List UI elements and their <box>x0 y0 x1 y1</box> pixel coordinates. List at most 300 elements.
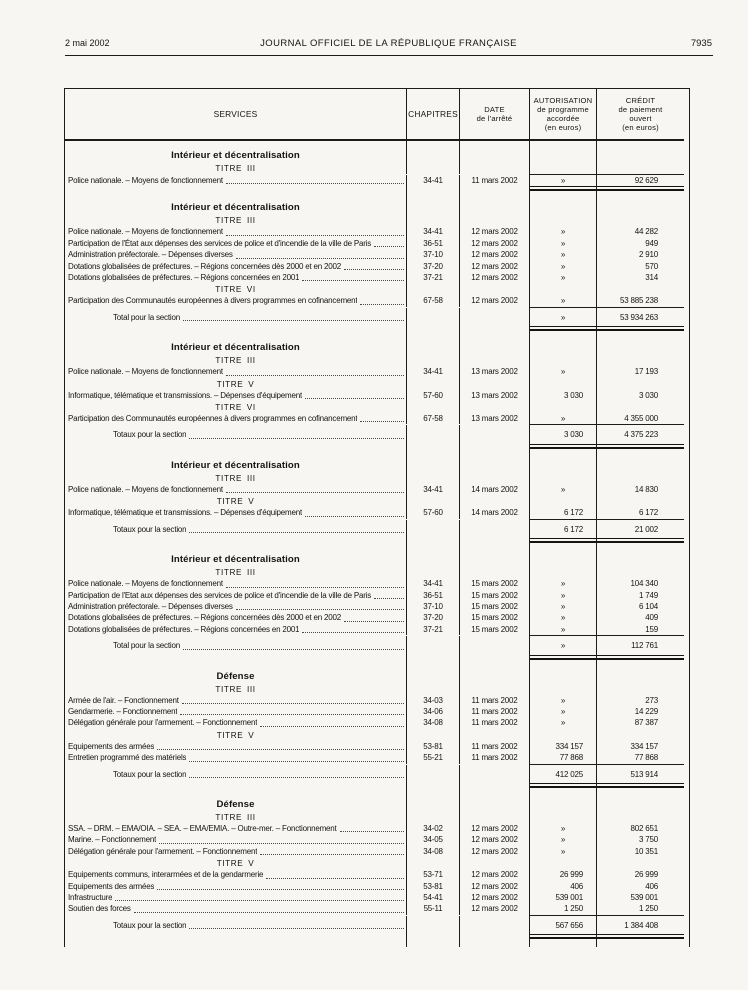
empty-chapitres-cell <box>406 662 459 683</box>
date-cell <box>459 308 529 326</box>
date-cell: 15 mars 2002 <box>459 612 529 623</box>
date-cell <box>459 520 529 538</box>
end-autorisation <box>529 934 596 941</box>
end-credit <box>596 444 684 451</box>
chapitre-cell <box>406 308 459 326</box>
table-row <box>65 903 689 914</box>
credit-cell: 409 <box>596 612 684 623</box>
col-header-chapitres: CHAPITRES <box>406 89 459 141</box>
service-label: Marine. – Fonctionnement <box>68 835 157 845</box>
chapitre-cell <box>406 765 459 783</box>
titre-row <box>65 566 689 578</box>
dot-leader <box>360 420 404 422</box>
dot-leader <box>340 830 404 832</box>
chapitre-cell: 37-21 <box>406 272 459 283</box>
table-row <box>65 295 689 306</box>
dot-leader <box>344 268 404 270</box>
table-row <box>65 624 689 635</box>
dot-leader <box>189 437 404 439</box>
autorisation-cell: » <box>529 295 596 306</box>
empty-autorisation-cell <box>529 451 596 472</box>
date-cell <box>459 765 529 783</box>
col-header-date: DATE de l'arrêté <box>459 89 529 141</box>
empty-date-cell <box>459 811 529 823</box>
titre-row <box>65 729 689 741</box>
section-heading-row <box>65 790 689 811</box>
autorisation-cell: 6 172 <box>529 507 596 518</box>
end-chapitres <box>406 444 459 451</box>
dot-leader <box>189 776 404 778</box>
empty-credit-cell <box>596 790 684 811</box>
table-body <box>65 141 689 947</box>
empty-autorisation-cell <box>529 141 596 162</box>
autorisation-cell: 77 868 <box>529 752 596 763</box>
col-header-credit: CRÉDIT de paiement ouvert (en euros) <box>596 89 684 141</box>
total-row <box>65 520 689 538</box>
autorisation-cell: 26 999 <box>529 869 596 880</box>
autorisation-cell: » <box>529 249 596 260</box>
credit-cell: 3 030 <box>596 390 684 401</box>
service-label: Participation des Communautés européennes à divers programmes en cofinancement <box>68 296 358 306</box>
service-label: Police nationale. – Moyens de fonctionnement <box>68 367 223 377</box>
date-cell: 12 mars 2002 <box>459 881 529 892</box>
end-date <box>459 186 529 193</box>
service-label: Informatique, télématique et transmissions. – Dépenses d'équipement <box>68 508 303 518</box>
empty-chapitres-cell <box>406 451 459 472</box>
section-heading-row <box>65 193 689 214</box>
autorisation-cell: » <box>529 695 596 706</box>
empty-date-cell <box>459 857 529 869</box>
credit-cell: 26 999 <box>596 869 684 880</box>
autorisation-cell: 1 250 <box>529 903 596 914</box>
dot-leader <box>302 631 404 633</box>
service-cell <box>65 226 406 237</box>
table-row <box>65 590 689 601</box>
date-cell: 14 mars 2002 <box>459 484 529 495</box>
credit-cell: 314 <box>596 272 684 283</box>
date-cell: 13 mars 2002 <box>459 366 529 377</box>
chapitre-cell: 34-02 <box>406 823 459 834</box>
credit-cell: 273 <box>596 695 684 706</box>
section-heading-row <box>65 451 689 472</box>
chapitre-cell: 34-08 <box>406 717 459 728</box>
end-chapitres <box>406 783 459 790</box>
service-cell <box>65 578 406 589</box>
service-label: Gendarmerie. – Fonctionnement <box>68 706 178 716</box>
section-heading: Intérieur et décentralisation <box>171 202 300 214</box>
credit-cell: 513 914 <box>596 765 684 783</box>
service-cell <box>65 261 406 272</box>
empty-date-cell <box>459 566 529 578</box>
service-label: Totaux pour la section <box>113 920 187 930</box>
service-cell <box>65 249 406 260</box>
credit-cell: 104 340 <box>596 578 684 589</box>
autorisation-cell: 539 001 <box>529 892 596 903</box>
end-credit <box>596 326 684 333</box>
dot-leader <box>374 597 404 599</box>
end-autorisation <box>529 186 596 193</box>
empty-date-cell <box>459 354 529 366</box>
chapitre-cell <box>406 425 459 443</box>
chapitre-cell: 53-81 <box>406 881 459 892</box>
autorisation-cell: » <box>529 823 596 834</box>
dot-leader <box>134 911 404 913</box>
date-cell: 12 mars 2002 <box>459 249 529 260</box>
empty-credit-cell <box>596 857 684 869</box>
table-row <box>65 695 689 706</box>
service-cell <box>65 636 406 654</box>
empty-credit-cell <box>596 162 684 174</box>
empty-autorisation-cell <box>529 354 596 366</box>
empty-credit-cell <box>596 333 684 354</box>
titre-row <box>65 378 689 390</box>
empty-credit-cell <box>596 729 684 741</box>
titre-row <box>65 214 689 226</box>
end-autorisation <box>529 326 596 333</box>
double-rule <box>530 934 596 939</box>
dot-leader <box>115 899 404 901</box>
service-label: Totaux pour la section <box>113 430 187 440</box>
section-heading-row <box>65 333 689 354</box>
autorisation-cell: 567 656 <box>529 916 596 934</box>
autorisation-cell: » <box>529 706 596 717</box>
empty-chapitres-cell <box>406 141 459 162</box>
dot-leader <box>260 725 404 727</box>
autorisation-cell: » <box>529 846 596 857</box>
table-row <box>65 175 689 186</box>
service-label: Administration préfectorale. – Dépenses diverses <box>68 250 233 260</box>
titre-row <box>65 283 689 295</box>
end-credit <box>596 655 684 662</box>
service-label: Totaux pour la section <box>113 769 187 779</box>
credit-cell: 1 384 408 <box>596 916 684 934</box>
service-label: Police nationale. – Moyens de fonctionnement <box>68 484 223 494</box>
end-services <box>65 326 406 333</box>
chapitre-cell: 53-71 <box>406 869 459 880</box>
titre-row <box>65 354 689 366</box>
end-credit <box>596 186 684 193</box>
titre-label: TITRE III <box>215 216 256 226</box>
credit-cell: 53 934 263 <box>596 308 684 326</box>
empty-chapitres-cell <box>406 495 459 507</box>
date-cell: 15 mars 2002 <box>459 601 529 612</box>
credit-cell: 949 <box>596 238 684 249</box>
date-cell: 12 mars 2002 <box>459 892 529 903</box>
dot-leader <box>344 620 404 622</box>
empty-date-cell <box>459 472 529 484</box>
chapitre-cell: 57-60 <box>406 507 459 518</box>
table-row <box>65 612 689 623</box>
service-label: SSA. – DRM. – EMA/OIA. – SEA. – EMA/EMIA. – Outre-mer. – Fonctionnement <box>68 823 337 833</box>
empty-chapitres-cell <box>406 162 459 174</box>
double-rule <box>530 326 596 331</box>
table-header-row <box>65 89 689 141</box>
table-row <box>65 601 689 612</box>
service-label: Entretien programmé des matériels <box>68 753 187 763</box>
credit-cell: 1 250 <box>596 903 684 914</box>
credit-cell: 570 <box>596 261 684 272</box>
end-autorisation <box>529 783 596 790</box>
titre-label: TITRE VI <box>215 285 256 295</box>
section-heading: Défense <box>216 670 255 682</box>
chapitre-cell: 34-06 <box>406 706 459 717</box>
end-date <box>459 444 529 451</box>
chapitre-cell: 34-41 <box>406 366 459 377</box>
chapitre-cell: 37-21 <box>406 624 459 635</box>
empty-chapitres-cell <box>406 683 459 695</box>
end-services <box>65 655 406 662</box>
service-cell <box>65 881 406 892</box>
empty-chapitres-cell <box>406 729 459 741</box>
chapitre-cell: 34-05 <box>406 834 459 845</box>
date-cell: 11 mars 2002 <box>459 706 529 717</box>
autorisation-cell: 412 025 <box>529 765 596 783</box>
date-cell: 12 mars 2002 <box>459 226 529 237</box>
empty-chapitres-cell <box>406 401 459 413</box>
empty-credit-cell <box>596 662 684 683</box>
end-credit <box>596 538 684 545</box>
date-cell: 15 mars 2002 <box>459 590 529 601</box>
service-cell <box>65 612 406 623</box>
end-autorisation <box>529 655 596 662</box>
service-cell <box>65 484 406 495</box>
service-cell <box>65 390 406 401</box>
end-date <box>459 934 529 941</box>
table-row <box>65 366 689 377</box>
credit-cell: 21 002 <box>596 520 684 538</box>
empty-credit-cell <box>596 378 684 390</box>
dot-leader <box>159 842 404 844</box>
dot-leader <box>260 853 404 855</box>
end-chapitres <box>406 186 459 193</box>
dot-leader <box>189 531 404 533</box>
spacer-cell <box>65 941 406 947</box>
service-cell <box>65 425 406 443</box>
chapitre-cell: 67-58 <box>406 295 459 306</box>
chapitre-cell: 37-20 <box>406 612 459 623</box>
double-rule <box>597 186 684 191</box>
credit-cell: 10 351 <box>596 846 684 857</box>
end-services <box>65 538 406 545</box>
empty-credit-cell <box>596 495 684 507</box>
empty-chapitres-cell <box>406 790 459 811</box>
date-cell: 12 mars 2002 <box>459 846 529 857</box>
date-cell: 11 mars 2002 <box>459 695 529 706</box>
date-cell: 11 mars 2002 <box>459 752 529 763</box>
date-cell: 14 mars 2002 <box>459 507 529 518</box>
empty-autorisation-cell <box>529 729 596 741</box>
dot-leader <box>236 608 404 610</box>
service-cell <box>65 695 406 706</box>
autorisation-cell: 6 172 <box>529 520 596 538</box>
empty-autorisation-cell <box>529 193 596 214</box>
service-label: Infrastructure <box>68 893 113 902</box>
service-label: Equipements communs, interarmées et de la gendarmerie <box>68 870 264 880</box>
autorisation-cell: » <box>529 624 596 635</box>
end-services <box>65 783 406 790</box>
service-cell <box>65 752 406 763</box>
service-label: Participation de l'Etat aux dépenses des services de police et d'incendie de la ville de Paris <box>68 590 372 600</box>
service-cell <box>65 741 406 752</box>
empty-date-cell <box>459 662 529 683</box>
total-row <box>65 308 689 326</box>
section-heading: Intérieur et décentralisation <box>171 459 300 471</box>
empty-chapitres-cell <box>406 811 459 823</box>
chapitre-cell: 55-21 <box>406 752 459 763</box>
section-end-rule-row <box>65 186 689 193</box>
credit-cell: 6 172 <box>596 507 684 518</box>
section-end-rule-row <box>65 538 689 545</box>
section-heading: Intérieur et décentralisation <box>171 150 300 161</box>
service-cell <box>65 706 406 717</box>
autorisation-cell: » <box>529 590 596 601</box>
service-cell <box>65 903 406 914</box>
double-rule <box>530 444 596 449</box>
double-rule <box>597 326 684 331</box>
dot-leader <box>305 397 404 399</box>
empty-chapitres-cell <box>406 566 459 578</box>
autorisation-cell: » <box>529 601 596 612</box>
dot-leader <box>189 760 404 762</box>
empty-date-cell <box>459 495 529 507</box>
credit-cell: 92 629 <box>596 175 684 186</box>
service-cell <box>65 823 406 834</box>
dot-leader <box>183 648 404 650</box>
autorisation-cell: » <box>529 238 596 249</box>
autorisation-cell: » <box>529 366 596 377</box>
double-rule <box>597 538 684 543</box>
date-cell: 12 mars 2002 <box>459 834 529 845</box>
empty-date-cell <box>459 790 529 811</box>
end-services <box>65 934 406 941</box>
header-rule <box>65 55 713 56</box>
empty-autorisation-cell <box>529 495 596 507</box>
date-cell: 11 mars 2002 <box>459 175 529 186</box>
empty-date-cell <box>459 333 529 354</box>
titre-label: TITRE III <box>215 812 256 822</box>
autorisation-cell: » <box>529 413 596 424</box>
service-label: Police nationale. – Moyens de fonctionnement <box>68 176 223 185</box>
service-cell <box>65 892 406 903</box>
service-label: Dotations globalisées de préfectures. – Régions concernées dès 2000 et en 2002 <box>68 613 342 623</box>
section-end-rule-row <box>65 655 689 662</box>
titre-label: TITRE III <box>215 473 256 483</box>
date-cell: 13 mars 2002 <box>459 390 529 401</box>
date-cell: 11 mars 2002 <box>459 717 529 728</box>
end-chapitres <box>406 655 459 662</box>
table-row <box>65 823 689 834</box>
date-cell: 12 mars 2002 <box>459 903 529 914</box>
double-rule <box>597 655 684 660</box>
credit-cell: 77 868 <box>596 752 684 763</box>
section-heading: Intérieur et décentralisation <box>171 554 300 566</box>
dot-leader <box>236 257 404 259</box>
chapitre-cell: 53-81 <box>406 741 459 752</box>
autorisation-cell: 3 030 <box>529 425 596 443</box>
date-cell: 15 mars 2002 <box>459 624 529 635</box>
titre-label: TITRE III <box>215 164 256 173</box>
double-rule <box>530 655 596 660</box>
double-rule <box>530 783 596 788</box>
credit-cell: 406 <box>596 881 684 892</box>
service-cell <box>65 624 406 635</box>
total-row <box>65 916 689 934</box>
date-cell: 12 mars 2002 <box>459 238 529 249</box>
credit-cell: 802 651 <box>596 823 684 834</box>
titre-row <box>65 401 689 413</box>
empty-autorisation-cell <box>529 662 596 683</box>
double-rule <box>597 444 684 449</box>
credit-cell: 17 193 <box>596 366 684 377</box>
chapitre-cell: 54-41 <box>406 892 459 903</box>
journal-title: JOURNAL OFFICIEL DE LA RÉPUBLIQUE FRANÇAISE <box>260 38 517 49</box>
table-row <box>65 249 689 260</box>
autorisation-cell: » <box>529 636 596 654</box>
chapitre-cell: 67-58 <box>406 413 459 424</box>
credit-cell: 3 750 <box>596 834 684 845</box>
date-cell: 15 mars 2002 <box>459 578 529 589</box>
empty-chapitres-cell <box>406 333 459 354</box>
titre-label: TITRE III <box>215 684 256 694</box>
service-label: Total pour la section <box>113 312 180 322</box>
table-row <box>65 834 689 845</box>
autorisation-cell: 406 <box>529 881 596 892</box>
empty-date-cell <box>459 729 529 741</box>
empty-autorisation-cell <box>529 214 596 226</box>
chapitre-cell: 37-10 <box>406 601 459 612</box>
service-cell <box>65 765 406 783</box>
credit-cell: 4 355 000 <box>596 413 684 424</box>
spacer-cell <box>406 941 459 947</box>
date-cell <box>459 916 529 934</box>
table-row <box>65 272 689 283</box>
dot-leader <box>374 245 404 247</box>
empty-autorisation-cell <box>529 401 596 413</box>
section-end-rule-row <box>65 783 689 790</box>
chapitre-cell: 34-41 <box>406 484 459 495</box>
empty-autorisation-cell <box>529 545 596 566</box>
credit-cell: 87 387 <box>596 717 684 728</box>
credit-cell: 44 282 <box>596 226 684 237</box>
empty-credit-cell <box>596 811 684 823</box>
chapitre-cell: 36-51 <box>406 590 459 601</box>
service-cell <box>65 295 406 306</box>
date-cell <box>459 636 529 654</box>
chapitre-cell: 34-08 <box>406 846 459 857</box>
issue-date: 2 mai 2002 <box>65 38 110 48</box>
col-header-services: SERVICES <box>65 89 406 141</box>
empty-credit-cell <box>596 283 684 295</box>
dot-leader <box>183 319 404 321</box>
dot-leader <box>226 586 404 588</box>
empty-credit-cell <box>596 566 684 578</box>
chapitre-cell: 37-20 <box>406 261 459 272</box>
end-chapitres <box>406 326 459 333</box>
autorisation-cell: » <box>529 578 596 589</box>
dot-leader <box>189 927 404 929</box>
service-label: Police nationale. – Moyens de fonctionnement <box>68 227 223 237</box>
col-header-autorisation: AUTORISATION de programme accordée (en euros) <box>529 89 596 141</box>
spacer-cell <box>596 941 684 947</box>
service-cell <box>65 834 406 845</box>
section-heading: Intérieur et décentralisation <box>171 342 300 354</box>
autorisation-cell: » <box>529 175 596 186</box>
dot-leader <box>226 491 404 493</box>
empty-autorisation-cell <box>529 333 596 354</box>
autorisation-cell: » <box>529 261 596 272</box>
titre-label: TITRE V <box>216 379 255 389</box>
empty-date-cell <box>459 214 529 226</box>
